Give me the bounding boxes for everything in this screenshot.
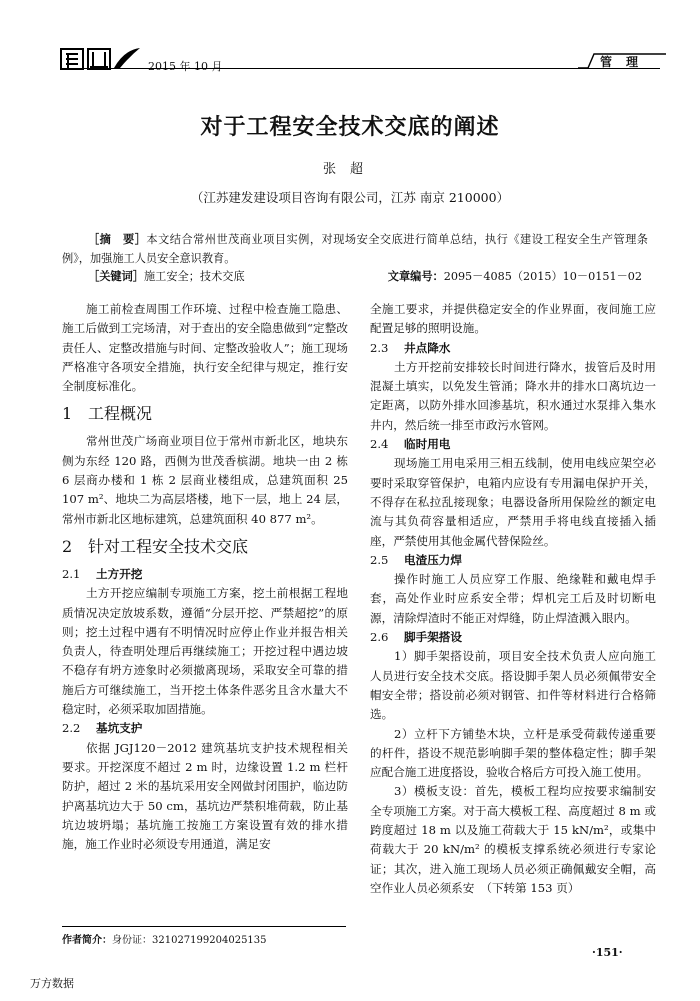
section-2-title: 针对工程安全技术交底 <box>88 536 249 556</box>
left-column <box>62 300 348 854</box>
author-name: 张超 <box>322 162 377 177</box>
section-2-6-number: 2.6 <box>370 630 389 645</box>
watermark: 万方数据 <box>30 977 74 990</box>
author-info-text: 身份证：321027199204025135 <box>112 935 267 946</box>
section-2-1-title: 土方开挖 <box>96 566 143 581</box>
intro-paragraph: 施工前检查周围工作环境、过程中检查施工隐患、施工后做到工完场清，对于查出的安全隐患做到“定整改责任人、定整改措施与时间、定整改验收人”；施工现场严格准守各项安全措施，执行安全纪律与规定，推行安全制度标准化。 <box>62 302 348 394</box>
section-1-heading <box>62 402 348 426</box>
header-rule <box>60 68 660 69</box>
section-2-6-item-3-text: 3）模板支设：首先，模板工程均应按要求编制安全专项施工方案。对于高大模板工程、高度超过 8 m 或跨度超过 18 m 以及施工荷载大于 15 kN/m²，或集中荷载大于 20 kN/m² 的模板支撑系统必须进行专家论证；其次，进入施工现场人员必须正确佩戴安全帽，高空作业人员必须系安 <box>370 784 656 895</box>
section-tag <box>578 52 666 72</box>
section-2-4-heading <box>370 435 656 454</box>
section-2-4-number: 2.4 <box>370 437 389 452</box>
footnote-rule <box>62 926 346 927</box>
section-2-6-heading <box>370 628 656 647</box>
section-2-4-title: 临时用电 <box>404 437 451 452</box>
section-1-title: 工程概况 <box>88 404 153 424</box>
keywords-label: ［关键词］ <box>88 270 144 283</box>
issue-date: 2015 年 10 月 <box>148 60 223 73</box>
author-info-label: 作者简介： <box>62 935 112 946</box>
section-2-3-title: 井点降水 <box>404 340 451 355</box>
affiliation: （江苏建发建设项目咨询有限公司，江苏 南京 210000） <box>190 190 510 205</box>
section-2-3-heading <box>370 339 656 358</box>
section-2-number: 2 <box>62 536 73 556</box>
section-2-6-item-2: 2）立杆下方铺垫木块，立杆是承受荷载传递重要的杆件，搭设不规范影响脚手架的整体稳定性；脚手架应配合施工进度搭设，验收合格后方可投入施工使用。 <box>370 726 656 780</box>
right-column <box>370 300 656 898</box>
abstract-label: ［摘 要］ <box>88 233 147 246</box>
section-2-2-paragraph: 依据 JGJ120－2012 建筑基坑支护技术规程相关要求。开挖深度不超过 2 m 时，边缘设置 1.2 m 栏杆防护，超过 2 米的基坑采用安全网做封闭围护，临边防护离基坑边大于 50 cm，基坑边严禁积堆荷载，防止基坑边坡坍塌；基坑施工按施工方案设置有效的排水措施，施工作业时必须设专用通道，满足安 <box>62 740 348 852</box>
paper-title: 对于工程安全技术交底的阐述 <box>200 115 500 140</box>
section-2-2-number: 2.2 <box>62 721 81 736</box>
section-2-6-item-3 <box>370 782 656 898</box>
section-2-1-number: 2.1 <box>62 566 81 581</box>
section-1-paragraph: 常州世茂广场商业项目位于常州市新北区，地块东侧为东经 120 路，西侧为世茂香槟湖。地块一由 2 栋 6 层商办楼和 1 栋 2 层商业楼组成，总建筑面积 25 107 m²、地块二为高层塔楼，地下一层，地上 24 层，常州市新北区地标建筑，总建筑面积 40 877 m²。 <box>62 434 348 526</box>
section-2-6-item-1: 1）脚手架搭设前，项目安全技术负责人应向施工人员进行安全技术交底。搭设脚手架人员必须佩带安全帽安全带；搭设前必须对钢管、扣件等材料进行合格筛选。 <box>370 649 656 722</box>
article-number <box>388 268 642 284</box>
section-2-4-paragraph: 现场施工用电采用三相五线制，使用电线应架空必要时采取穿管保护，电箱内应设有专用漏电保护开关，不得存在私拉乱接现象；电器设备所用保险丝的额定电流与其负荷容量相适应，严禁用手将电线直接插入插座，严禁使用其他金属代替保险丝。 <box>370 456 656 548</box>
section-2-5-paragraph: 操作时施工人员应穿工作服、绝缘鞋和戴电焊手套，高处作业时应系安全带；焊机完工后及时切断电源，清除焊渣时不能正对焊缝，防止焊渣溅入眼内。 <box>370 572 656 625</box>
section-2-1-paragraph: 土方开挖应编制专项施工方案，挖土前根据工程地质情况决定放坡系数，遵循“分层开挖、严禁超挖”的原则；挖土过程中遇有不明情况时应停止作业并报告相关负责人，待查明处理后再继续施工；开挖过程中遇边坡不稳存有坍方迹象时必须撤离现场，采取安全可靠的措施后方可继续施工，当开挖土体条件恶劣且含水量大不稳定时，必须采取加固措施。 <box>62 586 348 717</box>
abstract-text: 本文结合常州世茂商业项目实例，对现场安全交底进行简单总结，执行《建设工程安全生产管理条例》，加强施工人员安全意识教育。 <box>62 233 648 265</box>
continued-paragraph: 全施工要求，并提供稳定安全的作业界面，夜间施工应配置足够的照明设施。 <box>370 302 656 336</box>
section-1-number: 1 <box>62 404 73 424</box>
section-2-heading <box>62 535 348 559</box>
section-2-5-title: 电渣压力焊 <box>404 552 462 567</box>
abstract <box>62 230 648 268</box>
article-number-text: 2095－4085（2015）10－0151－02 <box>443 270 642 283</box>
section-2-5-heading <box>370 551 656 570</box>
section-2-3-paragraph: 土方开挖前安排较长时间进行降水，拔管后及时用混凝土填实，以免发生管涌；降水井的排水口离坑边一定距离，以防外排水回渗基坑，积水通过水泵排入集水井内，然后统一排至市政污水管网。 <box>370 359 656 432</box>
section-2-2-heading <box>62 719 348 738</box>
article-number-label: 文章编号： <box>387 270 444 283</box>
section-2-3-number: 2.3 <box>370 340 389 355</box>
author-info <box>62 931 267 946</box>
keywords-text: 施工安全；技术交底 <box>143 270 245 283</box>
section-2-1-heading <box>62 565 348 584</box>
continued-note: （下转第 153 页） <box>480 880 580 895</box>
page-number: ·151· <box>592 946 623 959</box>
section-2-6-title: 脚手架搭设 <box>404 630 462 645</box>
section-2-5-number: 2.5 <box>370 552 389 567</box>
section-label: 管理 <box>600 55 653 69</box>
keywords <box>88 268 245 284</box>
section-2-2-title: 基坑支护 <box>96 721 143 736</box>
